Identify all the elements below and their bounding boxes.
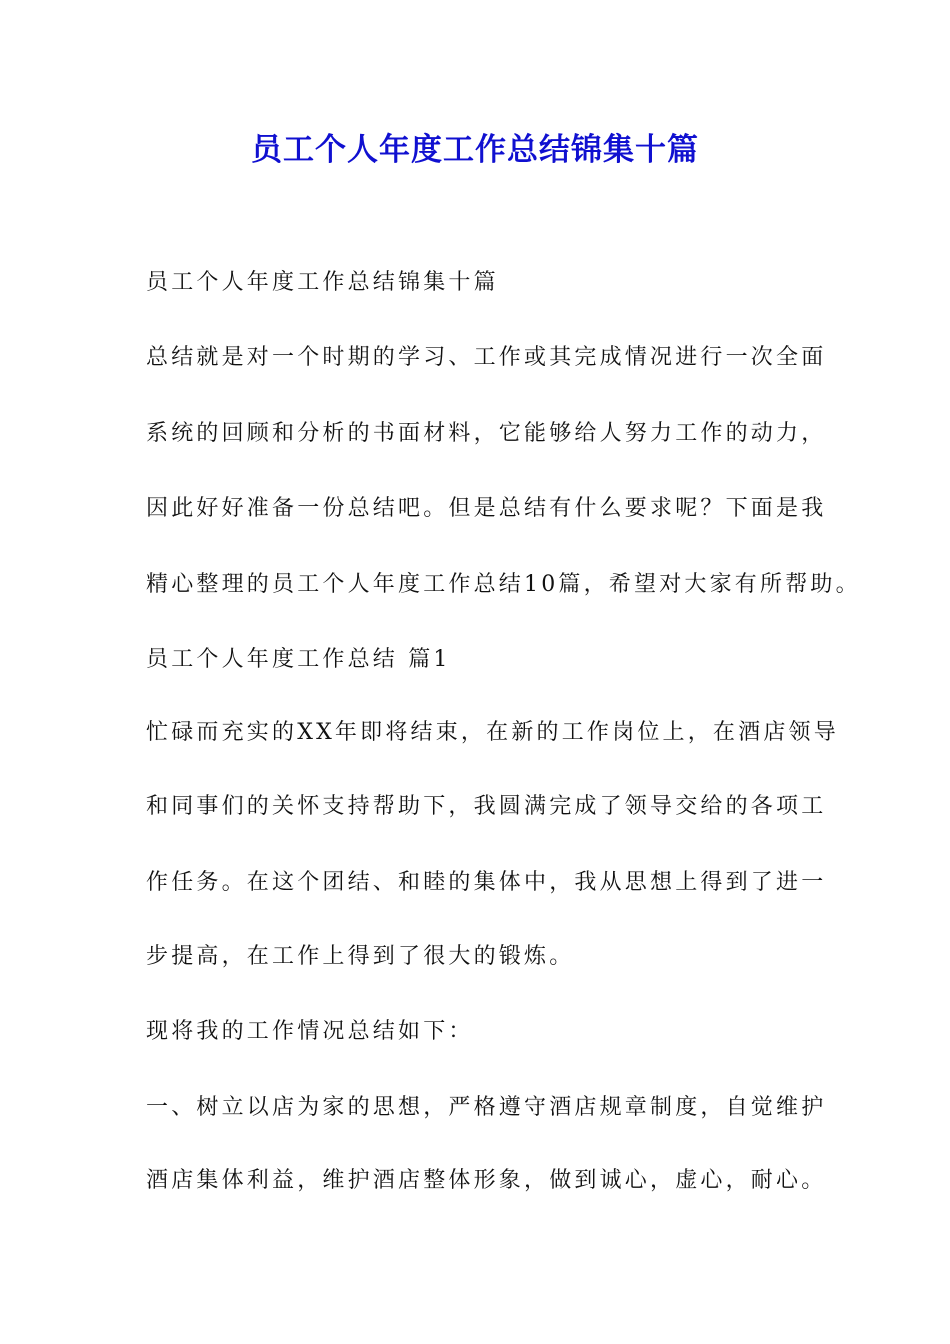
paragraph-line: 酒店集体利益，维护酒店整体形象，做到诚心，虚心，耐心。 (146, 1168, 827, 1193)
paragraph-line: 精心整理的员工个人年度工作总结10篇，希望对大家有所帮助。 (146, 572, 861, 597)
paragraph-line: 系统的回顾和分析的书面材料，它能够给人努力工作的动力， (146, 421, 827, 446)
paragraph-line: 现将我的工作情况总结如下： (146, 1019, 474, 1044)
document-title: 员工个人年度工作总结锦集十篇 (251, 132, 699, 168)
paragraph-line: 总结就是对一个时期的学习、工作或其完成情况进行一次全面 (146, 345, 827, 370)
paragraph-line: 和同事们的关怀支持帮助下，我圆满完成了领导交给的各项工 (146, 794, 827, 819)
paragraph-line: 一、树立以店为家的思想，严格遵守酒店规章制度，自觉维护 (146, 1095, 827, 1120)
section-heading: 员工个人年度工作总结 篇1 (146, 647, 451, 672)
subtitle-line: 员工个人年度工作总结锦集十篇 (146, 270, 499, 295)
paragraph-line: 因此好好准备一份总结吧。但是总结有什么要求呢？下面是我 (146, 496, 827, 521)
paragraph-line: 作任务。在这个团结、和睦的集体中，我从思想上得到了进一 (146, 870, 827, 895)
paragraph-line: 忙碌而充实的XX年即将结束，在新的工作岗位上，在酒店领导 (146, 720, 839, 745)
paragraph-line: 步提高，在工作上得到了很大的锻炼。 (146, 944, 575, 969)
